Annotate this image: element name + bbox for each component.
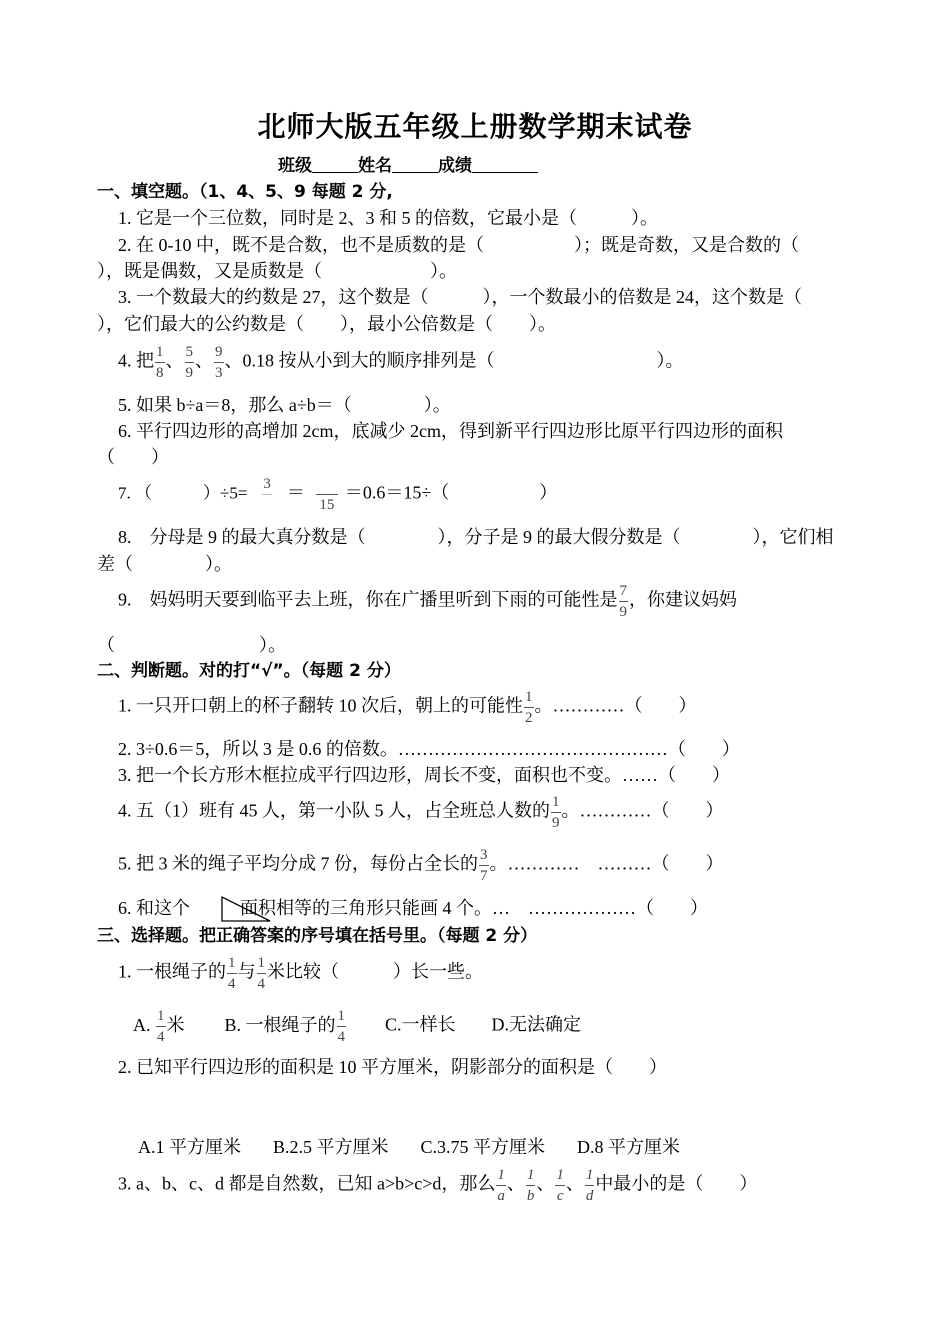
class-label: 班级 [278,156,312,176]
s3-q3-suffix: 中最小的是（ ） [595,1173,758,1194]
separator: 、 [195,350,213,371]
section-1-heading: 一、填空题。（1、4、5、9 每题 2 分, [97,182,393,202]
s2-q2: 2. 3÷0.6＝5，所以 3 是 0.6 的倍数。………………………………………（ ） [118,739,740,759]
class-blank[interactable] [312,154,358,173]
s1-q7-suffix: ＝0.6＝15÷（ ） [344,482,558,503]
fraction: $\frac{1}{4}$ [337,1008,346,1045]
s2-q5-suffix: 。………… ………（ ） [489,853,724,874]
option-b[interactable]: B. 一根绳子的 $\frac{1}{4}$ [224,1008,346,1045]
separator: 、 [165,350,184,371]
fraction: $\frac{1}{b}$ [526,1167,535,1204]
score-label: 成绩 [438,156,472,176]
fraction: $\frac{1}{9}$ [552,794,560,831]
fraction: $\frac{1}{c}$ [556,1167,564,1204]
s1-q1: 1. 它是一个三位数，同时是 2、3 和 5 的倍数，它最小是（ ）。 [118,208,658,228]
name-label: 姓名 [358,156,392,176]
s3-q2: 2. 已知平行四边形的面积是 10 平方厘米，阴影部分的面积是（ ） [118,1057,667,1077]
fraction: $\frac{7}{9}$ [619,583,627,620]
option-d[interactable]: D.无法确定 [491,1014,582,1035]
s2-q1-suffix: 。…………（ ） [534,695,697,716]
s1-q3-line2: ），它们最大的公约数是（ ），最小公倍数是（ ）。 [97,314,556,334]
s2-q4-suffix: 。…………（ ） [561,800,724,821]
right-triangle-figure [220,895,272,923]
s1-q4 [118,342,684,383]
s3-q2-options [138,1135,680,1159]
s1-q5: 5. 如果 b÷a＝8，那么 a÷b＝（ ）。 [118,395,451,415]
fraction: 15 [316,474,338,515]
s3-q1-options [133,1006,581,1047]
s1-q2-line1: 2. 在 0-10 中，既不是合数，也不是质数的是（ ）；既是奇数，又是合数的（ [118,235,799,255]
s1-q6-line1: 6. 平行四边形的高增加 2cm，底减少 2cm，得到新平行四边形比原平行四边形的面积 [118,421,783,441]
name-blank[interactable] [392,154,438,173]
s2-q6-prefix: 6. 和这个 [118,898,190,918]
fraction: $\frac{5}{9}$ [185,344,193,381]
s1-q2-line2: ），既是偶数，又是质数是（ ）。 [97,261,457,281]
option-c[interactable]: C.一样长 [385,1014,456,1035]
s1-q9-line2: （ ）。 [97,635,286,655]
page-title: 北师大版五年级上册数学期末试卷 [257,110,693,143]
s2-q5-prefix: 5. 把 3 米的绳子平均分成 7 份，每份占全长的 [118,853,478,874]
option-a[interactable]: A.1 平方厘米 [138,1137,241,1157]
fraction: $\frac{1}{8}$ [156,344,164,381]
option-c[interactable]: C.3.75 平方厘米 [420,1137,546,1157]
s1-q8-line1: 8. 分母是 9 的最大真分数是（ ），分子是 9 的最大假分数是（ ），它们相 [118,527,834,547]
s1-q7 [118,474,557,515]
option-b[interactable]: B.2.5 平方厘米 [273,1137,389,1157]
score-blank[interactable] [472,154,538,173]
s1-q4-prefix: 4. 把 [118,350,154,371]
s3-q3: 3. a、b、c、d 都是自然数，已知 a>b>c>d，那么 $\frac{1}{a}$ 、 $\frac{1}{b}$ 、 $\frac{1}{c}$ 、 $\frac{1}{d}$ 中最小的是（ ） [118,1167,758,1204]
s2-q4 [118,792,724,833]
s2-q1 [118,687,697,728]
s2-q1-prefix: 1. 一只开口朝上的杯子翻转 10 次后，朝上的可能性 [118,695,523,716]
s2-q3: 3. 把一个长方形木框拉成平行四边形，周长不变，面积也不变。……（ ） [118,765,730,785]
fraction: $\frac{1}{a}$ [497,1167,505,1204]
s1-q3-line1: 3. 一个数最大的约数是 27，这个数是（ ），一个数最小的倍数是 24，这个数是（ [118,287,802,307]
fraction: $\frac{1}{2}$ [525,689,533,726]
fraction: $\frac{1}{4}$ [157,1008,165,1045]
s1-q6-line2: （ ） [97,447,169,467]
fraction: $\frac{9}{3}$ [215,344,223,381]
s1-q7-prefix: 7. （ ）÷5= [118,483,248,503]
s3-q1-suffix: 米比较（ ）长一些。 [267,961,483,982]
s2-q6-suffix: 面积相等的三角形只能画 4 个。… ………………（ ） [240,898,708,918]
s1-q9-prefix: 9. 妈妈明天要到临平去上班，你在广播里听到下雨的可能性是 [118,589,618,610]
s2-q4-prefix: 4. 五（1）班有 45 人，第一小队 5 人，占全班总人数的 [118,800,550,821]
section-2-heading: 二、判断题。对的打“√”。（每题 2 分） [97,661,401,681]
option-a[interactable]: A. $\frac{1}{4}$ 米 [133,1008,185,1045]
s3-q1-mid: 与 [237,961,256,982]
s1-q8-line2: 差（ ）。 [97,554,232,574]
student-info-line [278,154,538,178]
s3-q3-prefix: 3. a、b、c、d 都是自然数，已知 a>b>c>d，那么 [118,1173,496,1194]
s1-q9-suffix: ，你建议妈妈 [629,589,737,610]
fraction: $\frac{1}{4}$ [257,955,265,992]
section-3-heading: 三、选择题。把正确答案的序号填在括号里。（每题 2 分） [97,926,538,946]
fraction: $\frac{1}{4}$ [228,955,236,992]
s3-q1-prefix: 1. 一根绳子的 [118,961,226,982]
fraction: $\frac{1}{d}$ [585,1167,594,1204]
fraction: 3 [262,474,272,515]
s1-q4-suffix: 、0.18 按从小到大的顺序排列是（ ）。 [224,350,684,371]
s2-q6 [118,896,708,920]
s3-q1 [118,953,483,994]
option-d[interactable]: D.8 平方厘米 [577,1137,681,1157]
s1-q9-line1 [118,581,737,622]
equals-sign: ＝ [286,482,305,503]
fraction: $\frac{3}{7}$ [480,847,488,884]
s2-q5 [118,845,724,886]
